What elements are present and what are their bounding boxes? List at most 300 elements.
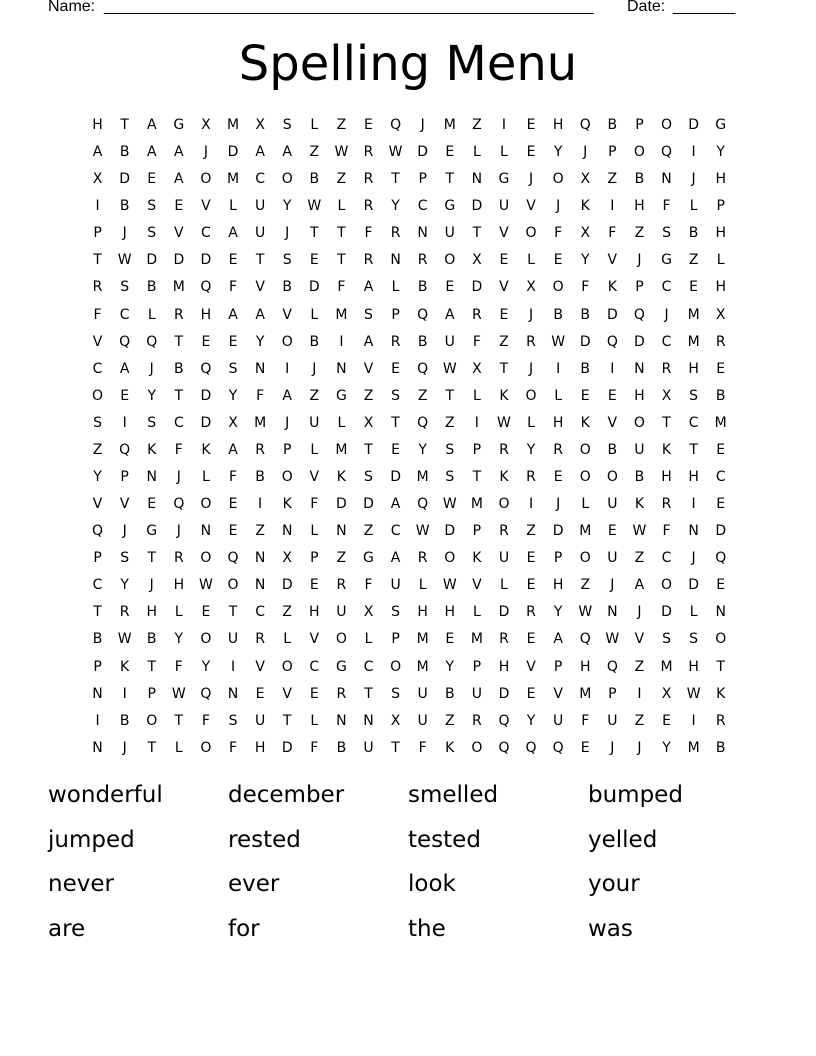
word-list-row (48, 775, 768, 820)
grid-letter: M (416, 469, 429, 486)
grid-letter: Q (119, 333, 131, 350)
grid-letter: L (202, 469, 210, 486)
grid-letter: A (255, 306, 265, 323)
grid-letter: O (525, 387, 537, 404)
grid-letter: A (363, 333, 374, 350)
grid-letter: Y (255, 333, 265, 350)
grid-letter: Y (93, 469, 102, 486)
grid-letter: P (120, 469, 129, 486)
grid-letter: T (282, 712, 292, 729)
grid-letter: L (554, 387, 563, 404)
grid-row (84, 545, 734, 572)
grid-letter: R (526, 469, 536, 486)
grid-letter: J (420, 117, 425, 133)
grid-letter: R (471, 712, 482, 729)
grid-letter: Q (633, 306, 645, 323)
grid-letter: I (556, 360, 561, 377)
grid-letter: J (528, 171, 534, 188)
grid-letter: Z (634, 225, 645, 242)
grid-row (84, 356, 734, 383)
grid-letter: M (254, 414, 267, 431)
grid-letter: N (92, 739, 103, 756)
grid-letter: T (364, 441, 373, 458)
grid-letter: A (282, 387, 292, 404)
grid-letter: O (200, 171, 212, 188)
grid-letter: S (689, 631, 699, 648)
grid-letter: O (335, 631, 347, 648)
grid-letter: U (471, 685, 482, 702)
word-list-item: yelled (588, 826, 658, 853)
grid-letter: Q (579, 631, 591, 648)
grid-letter: M (579, 685, 592, 702)
grid-letter: T (472, 225, 482, 242)
grid-letter: T (391, 414, 400, 431)
grid-letter: Q (606, 333, 618, 350)
grid-letter: M (416, 631, 429, 648)
grid-letter: U (417, 685, 428, 702)
grid-letter: I (637, 685, 642, 702)
grid-letter: V (119, 496, 130, 513)
grid-letter: N (715, 604, 726, 621)
grid-letter: I (95, 198, 100, 215)
grid-letter: F (364, 225, 373, 242)
grid-letter: F (608, 225, 617, 242)
grid-letter: P (635, 279, 644, 296)
word-list-item: bumped (588, 782, 683, 808)
grid-letter: P (310, 550, 319, 567)
grid-letter: O (552, 279, 564, 296)
grid-letter: D (173, 252, 185, 269)
grid-row (84, 166, 734, 193)
grid-letter: O (146, 712, 158, 729)
grid-letter: O (552, 171, 564, 188)
grid-letter: Q (92, 523, 104, 540)
grid-letter: Q (200, 279, 212, 296)
word-search-grid (84, 112, 734, 762)
grid-letter: E (553, 252, 563, 269)
grid-letter: S (391, 685, 401, 702)
grid-letter: U (607, 712, 618, 729)
grid-letter: T (93, 252, 102, 269)
grid-letter: E (553, 469, 563, 486)
grid-letter: F (662, 198, 671, 215)
grid-letter: P (93, 550, 102, 567)
grid-letter: T (716, 658, 725, 675)
grid-letter: T (445, 387, 455, 404)
grid-letter: E (580, 739, 590, 756)
grid-letter: L (229, 198, 237, 215)
grid-letter: Q (498, 739, 510, 756)
grid-letter: L (391, 279, 400, 296)
grid-letter: M (416, 658, 429, 675)
grid-letter: K (580, 414, 590, 431)
grid-letter: Z (336, 171, 347, 188)
grid-letter: V (309, 631, 320, 648)
grid-letter: J (556, 496, 561, 513)
grid-letter: L (310, 712, 319, 729)
grid-letter: Z (580, 577, 591, 594)
grid-row (84, 572, 734, 599)
grid-letter: L (310, 117, 319, 133)
grid-letter: M (470, 496, 483, 513)
grid-row (84, 247, 734, 274)
word-list-item: rested (228, 826, 301, 853)
grid-letter: T (499, 360, 509, 377)
grid-letter: V (526, 658, 536, 675)
grid-letter: O (579, 550, 591, 567)
grid-letter: J (176, 469, 181, 486)
grid-letter: N (254, 550, 266, 567)
grid-letter: O (92, 387, 104, 404)
grid-letter: J (556, 198, 561, 215)
grid-letter: N (607, 604, 618, 621)
grid-letter: I (610, 198, 615, 215)
grid-letter: D (390, 469, 401, 486)
grid-letter: S (391, 387, 401, 404)
word-list-item: never (48, 871, 114, 897)
grid-letter: X (580, 171, 591, 188)
page-title: Spelling Menu (238, 36, 578, 92)
grid-letter: W (171, 685, 186, 702)
grid-letter: E (445, 144, 455, 161)
grid-letter: M (687, 306, 700, 323)
grid-letter: N (254, 360, 266, 377)
grid-letter: M (687, 333, 700, 350)
grid-letter: B (309, 333, 320, 350)
grid-letter: V (255, 658, 265, 675)
word-list-item: ever (228, 871, 280, 897)
grid-letter: B (146, 279, 157, 296)
grid-letter: D (146, 252, 158, 269)
grid-letter: N (227, 685, 239, 702)
grid-letter: H (498, 658, 510, 675)
grid-letter: B (336, 739, 347, 756)
grid-letter: Q (579, 117, 591, 133)
grid-row (84, 383, 734, 410)
grid-letter: Z (634, 658, 645, 675)
word-list-item: your (588, 871, 640, 897)
grid-letter: H (661, 469, 672, 486)
grid-letter: E (716, 577, 726, 594)
grid-letter: L (337, 414, 346, 431)
grid-letter: R (336, 685, 347, 702)
grid-letter: F (93, 306, 102, 323)
grid-letter: I (122, 685, 127, 702)
grid-letter: E (526, 685, 536, 702)
grid-letter: H (688, 469, 699, 486)
grid-letter: T (255, 252, 265, 269)
grid-letter: O (579, 441, 591, 458)
grid-letter: T (228, 604, 238, 621)
grid-letter: E (526, 144, 536, 161)
grid-letter: E (309, 252, 319, 269)
grid-letter: W (388, 144, 403, 161)
grid-letter: O (471, 739, 483, 756)
grid-letter: E (120, 387, 130, 404)
grid-letter: O (661, 117, 673, 133)
grid-letter: D (552, 523, 564, 540)
grid-letter: K (472, 550, 482, 567)
grid-letter: P (553, 550, 563, 567)
grid-letter: E (391, 360, 400, 377)
grid-letter: R (417, 252, 428, 269)
grid-letter: C (201, 225, 211, 242)
grid-letter: C (715, 469, 726, 486)
grid-letter: T (364, 685, 373, 702)
grid-letter: P (391, 306, 400, 323)
grid-letter: S (662, 631, 671, 648)
grid-letter: A (282, 144, 292, 161)
grid-letter: U (417, 712, 428, 729)
grid-letter: F (310, 496, 319, 513)
grid-letter: L (500, 144, 508, 161)
grid-letter: V (282, 306, 292, 323)
grid-letter: I (474, 414, 479, 431)
grid-letter: R (173, 550, 184, 567)
grid-letter: W (442, 496, 457, 513)
grid-letter: F (472, 333, 481, 350)
word-list-row (48, 820, 768, 865)
grid-letter: R (715, 333, 726, 350)
grid-letter: X (282, 550, 292, 567)
grid-letter: Q (715, 550, 727, 567)
grid-letter: S (364, 306, 373, 323)
grid-letter: E (580, 387, 590, 404)
grid-letter: E (716, 360, 726, 377)
grid-letter: O (390, 658, 402, 675)
grid-letter: U (254, 225, 266, 242)
grid-letter: T (337, 252, 346, 269)
grid-letter: O (227, 577, 239, 594)
grid-letter: W (605, 631, 620, 648)
grid-letter: B (417, 279, 428, 296)
grid-letter: P (147, 685, 156, 702)
grid-letter: R (255, 441, 265, 458)
grid-letter: L (500, 577, 508, 594)
grid-letter: J (691, 550, 696, 567)
grid-letter: I (691, 712, 696, 729)
grid-letter: C (661, 333, 672, 350)
grid-letter: I (122, 414, 127, 431)
grid-letter: I (528, 496, 534, 513)
grid-letter: R (661, 360, 672, 377)
grid-letter: U (444, 225, 455, 242)
grid-letter: E (689, 279, 699, 296)
grid-letter: T (689, 441, 698, 458)
grid-letter: M (660, 658, 673, 675)
grid-letter: S (282, 117, 292, 133)
grid-letter: Q (606, 658, 618, 675)
name-label: Name: (48, 0, 96, 15)
grid-letter: D (606, 306, 618, 323)
grid-letter: W (117, 252, 132, 269)
grid-letter: B (255, 469, 265, 486)
grid-letter: L (174, 604, 183, 621)
grid-letter: C (119, 306, 130, 323)
grid-letter: R (363, 198, 374, 215)
grid-letter: S (228, 712, 238, 729)
grid-letter: R (390, 225, 401, 242)
grid-letter: R (363, 171, 374, 188)
grid-letter: E (201, 333, 211, 350)
grid-letter: N (661, 171, 672, 188)
grid-row (84, 329, 734, 356)
grid-letter: T (147, 658, 157, 675)
grid-letter: K (120, 658, 130, 675)
grid-letter: D (417, 144, 429, 161)
grid-letter: H (444, 604, 456, 621)
grid-letter: X (661, 685, 672, 702)
grid-letter: N (336, 360, 347, 377)
grid-letter: P (472, 523, 482, 540)
grid-letter: Z (634, 550, 645, 567)
grid-letter: R (499, 631, 509, 648)
grid-letter: U (336, 604, 347, 621)
grid-letter: C (173, 414, 184, 431)
grid-row (84, 626, 734, 653)
grid-letter: C (417, 198, 428, 215)
grid-letter: Q (173, 496, 185, 513)
grid-letter: G (363, 550, 374, 567)
grid-letter: A (119, 360, 130, 377)
grid-letter: F (174, 658, 183, 675)
grid-letter: B (715, 387, 726, 404)
grid-letter: B (92, 631, 103, 648)
word-list-item: tested (408, 826, 481, 853)
grid-letter: A (92, 144, 103, 161)
grid-letter: R (471, 306, 482, 323)
grid-letter: A (228, 441, 238, 458)
grid-letter: B (309, 171, 320, 188)
grid-letter: V (607, 414, 618, 431)
grid-letter: P (608, 685, 617, 702)
grid-letter: E (499, 252, 509, 269)
grid-letter: U (607, 550, 618, 567)
grid-letter: N (471, 171, 483, 188)
grid-letter: J (528, 306, 534, 323)
grid-letter: T (310, 225, 319, 242)
grid-letter: O (579, 469, 591, 486)
word-list (48, 775, 768, 953)
grid-letter: B (688, 225, 699, 242)
grid-letter: Q (227, 550, 239, 567)
grid-letter: D (281, 739, 293, 756)
grid-letter: S (93, 414, 102, 431)
grid-letter: Z (499, 333, 509, 350)
grid-letter: T (174, 387, 184, 404)
grid-letter: Y (553, 604, 563, 621)
grid-letter: F (554, 225, 563, 242)
grid-letter: A (146, 117, 157, 133)
grid-letter: J (203, 144, 208, 161)
grid-letter: K (336, 469, 346, 486)
grid-letter: N (417, 225, 428, 242)
grid-letter: A (174, 144, 184, 161)
grid-letter: Y (526, 441, 536, 458)
grid-letter: D (281, 577, 293, 594)
grid-letter: O (444, 550, 456, 567)
grid-letter: O (525, 225, 537, 242)
grid-letter: Q (417, 496, 429, 513)
grid-letter: H (579, 658, 591, 675)
grid-letter: K (147, 441, 157, 458)
grid-letter: E (391, 441, 400, 458)
grid-letter: V (363, 360, 374, 377)
grid-letter: Y (391, 198, 400, 215)
grid-letter: E (499, 306, 509, 323)
grid-letter: T (147, 739, 157, 756)
grid-letter: J (122, 739, 127, 756)
grid-letter: K (499, 387, 509, 404)
grid-letter: T (472, 469, 482, 486)
grid-letter: U (390, 577, 401, 594)
grid-letter: K (201, 441, 211, 458)
grid-letter: J (637, 739, 642, 756)
grid-letter: E (526, 631, 536, 648)
word-list-item: look (408, 871, 456, 897)
grid-letter: R (499, 441, 509, 458)
grid-letter: P (418, 171, 427, 188)
word-list-item: jumped (48, 826, 135, 853)
grid-letter: O (606, 469, 618, 486)
grid-letter: J (122, 225, 127, 242)
grid-letter: F (228, 279, 238, 296)
grid-letter: S (689, 387, 699, 404)
grid-letter: S (391, 604, 401, 621)
grid-letter: V (282, 685, 292, 702)
grid-letter: B (607, 441, 618, 458)
grid-letter: R (499, 523, 509, 540)
grid-letter: J (583, 144, 588, 161)
grid-letter: E (716, 441, 726, 458)
word-list-row (48, 864, 768, 909)
grid-letter: L (283, 631, 292, 648)
grid-letter: P (472, 441, 482, 458)
grid-letter: V (309, 469, 320, 486)
grid-letter: J (610, 577, 615, 594)
grid-letter: P (608, 144, 617, 161)
grid-letter: Q (390, 117, 402, 133)
grid-letter: N (336, 712, 347, 729)
grid-letter: O (200, 550, 212, 567)
grid-letter: E (309, 577, 319, 594)
grid-letter: H (634, 387, 645, 404)
grid-letter: A (255, 144, 265, 161)
grid-letter: L (472, 387, 481, 404)
grid-letter: S (120, 279, 130, 296)
grid-letter: L (337, 198, 346, 215)
grid-letter: T (120, 117, 129, 133)
grid-letter: L (581, 496, 590, 513)
grid-letter: K (661, 441, 672, 458)
grid-letter: C (688, 414, 699, 431)
grid-row (84, 220, 734, 247)
grid-letter: T (174, 333, 184, 350)
grid-letter: L (310, 523, 319, 540)
grid-letter: L (472, 604, 481, 621)
grid-letter: Z (336, 550, 347, 567)
grid-letter: X (92, 171, 103, 188)
grid-letter: O (444, 252, 456, 269)
grid-letter: J (637, 604, 642, 621)
grid-letter: H (552, 414, 564, 431)
grid-letter: I (691, 496, 696, 513)
grid-letter: C (363, 658, 374, 675)
grid-letter: Z (417, 387, 428, 404)
grid-letter: B (119, 144, 130, 161)
grid-letter: J (122, 523, 127, 540)
grid-letter: X (580, 225, 591, 242)
